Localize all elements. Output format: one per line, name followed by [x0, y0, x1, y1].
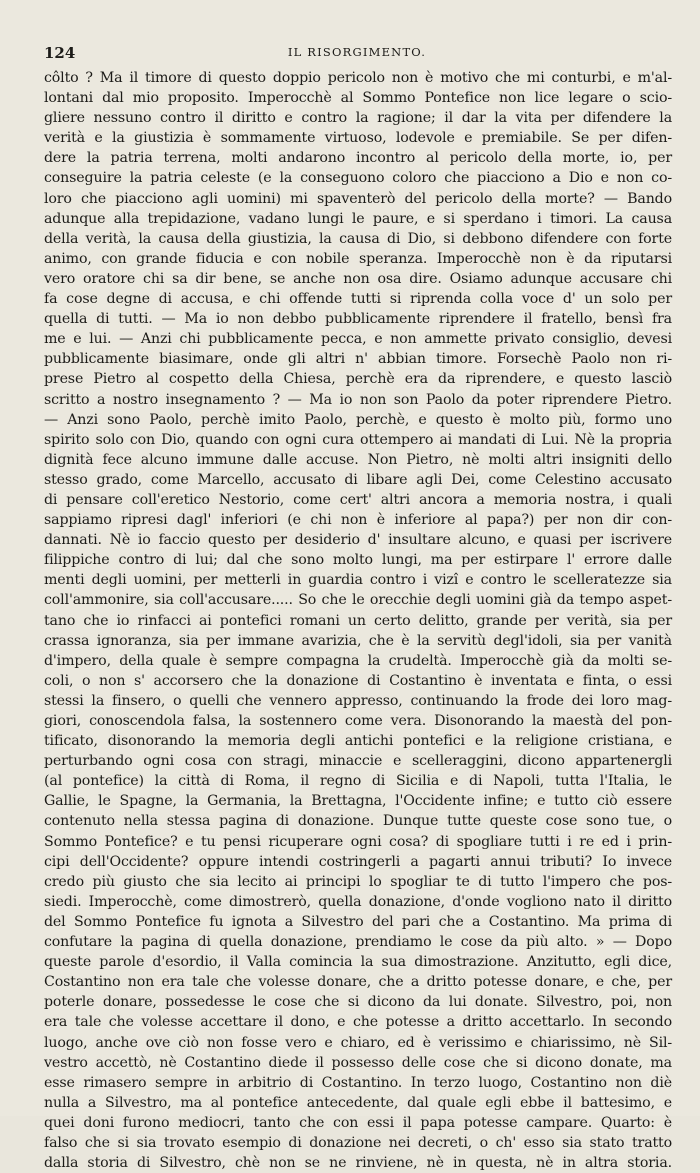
text-line: poterle donare, possedesse le cose che si dicono da lui donate. Silvestro, poi, non [44, 994, 672, 1011]
text-line: perturbando ogni cosa con stragi, minaccie e scelleraggini, dicono appartenergli [44, 753, 672, 770]
text-line: dannati. Nè io faccio questo per desiderio d' insultare alcuno, e quasi per iscrivere [44, 532, 672, 549]
body-text [44, 68, 672, 1173]
text-line: vero oratore chi sa dir bene, se anche non osa dire. Osiamo adunque accusare chi [44, 270, 672, 287]
text-line: adunque alla trepidazione, vadano lungi le paure, e si sperdano i timori. La causa [44, 210, 672, 227]
text-line: fa cose degne di accusa, e chi offende tutti si riprenda colla voce d' un solo per [44, 291, 672, 308]
text-line: nulla a Silvestro, ma al pontefice antecedente, dal quale egli ebbe il battesimo, e [44, 1094, 672, 1111]
text-line: pubblicamente biasimare, onde gli altri n' abbian timore. Forsechè Paolo non ri- [44, 351, 672, 368]
text-line: — Anzi sono Paolo, perchè imito Paolo, perchè, e questo è molto più, formo uno [44, 411, 672, 428]
text-line: conseguire la patria celeste (e la conseguono coloro che piacciono a Dio e non co- [44, 170, 672, 187]
text-line: filippiche contro di lui; dal che sono molto lungi, ma per estirpare l' errore dalle [44, 552, 672, 569]
text-line: scritto a nostro insegnamento ? — Ma io non son Paolo da poter riprendere Pietro. [44, 391, 672, 408]
text-line: contenuto nella stessa pagina di donazione. Dunque tutte queste cose sono tue, o [44, 813, 672, 830]
text-line: era tale che volesse accettare il dono, e che potesse a dritto accettarlo. In secondo [44, 1014, 672, 1031]
text-line: menti degli uomini, per metterli in guardia contro i vizî e contro le scelleratezze sia [44, 572, 672, 589]
text-line: Gallie, le Spagne, la Germania, la Brettagna, l'Occidente infine; e tutto ciò essere [44, 793, 672, 810]
text-line: del Sommo Pontefice fu ignota a Silvestro del pari che a Costantino. Ma prima di [44, 913, 672, 930]
text-line: coli, o non s' accorsero che la donazione di Costantino è inventata e finta, o essi [44, 672, 672, 689]
text-line: lontani dal mio proposito. Imperocchè al Sommo Pontefice non lice legare o scio- [44, 90, 672, 107]
text-line: gliere nessuno contro il diritto e contro la ragione; il dar la vita per difendere la [44, 110, 672, 127]
text-line: loro che piacciono agli uomini) mi spaventerò del pericolo della morte? — Bando [44, 190, 672, 207]
text-line: Costantino non era tale che volesse donare, che a dritto potesse donare, e che, per [44, 974, 672, 991]
text-line: dignità fece alcuno immune dalle accuse. Non Pietro, nè molti altri insigniti dello [44, 451, 672, 468]
text-line: coll'ammonire, sia coll'accusare..... So che le orecchie degli uomini già da tempo aspet- [44, 592, 672, 609]
text-line: vestro accettò, nè Costantino diede il possesso delle cose che si dicono donate, ma [44, 1054, 672, 1071]
text-line: confutare la pagina di quella donazione, prendiamo le cose da più alto. » — Dopo [44, 934, 672, 951]
page-number: 124 [44, 44, 76, 62]
text-line: queste parole d'esordio, il Valla comincia la sua dimostrazione. Anzitutto, egli dice, [44, 954, 672, 971]
text-line: luogo, anche ove ciò non fosse vero e chiaro, ed è verissimo e chiarissimo, nè Sil- [44, 1034, 672, 1051]
text-line: dalla storia di Silvestro, chè non se ne rinviene, nè in questa, nè in altra storia. [44, 1155, 672, 1172]
text-line: quella di tutti. — Ma io non debbo pubblicamente riprendere il fratello, bensì fra [44, 311, 672, 328]
text-line: d'impero, della quale è sempre compagna la crudeltà. Imperocchè già da molti se- [44, 652, 672, 669]
text-line: Sommo Pontefice? e tu pensi ricuperare ogni cosa? di spogliare tutti i re ed i prin- [44, 833, 672, 850]
text-line: (al pontefice) la città di Roma, il regno di Sicilia e di Napoli, tutta l'Italia, le [44, 773, 672, 790]
text-line: sappiamo ripresi dagl' inferiori (e chi non è inferiore al papa?) per non dir con- [44, 512, 672, 529]
text-line: falso che si sia trovato esempio di donazione nei decreti, o ch' esso sia stato tratto [44, 1134, 672, 1151]
text-line: siedi. Imperocchè, come dimostrerò, quella donazione, d'onde vogliono nato il diritto [44, 893, 672, 910]
text-line: esse rimasero sempre in arbitrio di Costantino. In terzo luogo, Costantino non diè [44, 1074, 672, 1091]
text-line: prese Pietro al cospetto della Chiesa, perchè era da riprendere, e questo lasciò [44, 371, 672, 388]
text-line: della verità, la causa della giustizia, la causa di Dio, si debbono difendere con forte [44, 230, 672, 247]
text-line: di pensare coll'eretico Nestorio, come cert' altri ancora a memoria nostra, i quali [44, 491, 672, 508]
text-line: tano che io rinfacci ai pontefici romani un certo delitto, grande per verità, sia per [44, 612, 672, 629]
text-line: credo più giusto che sia lecito ai principi lo spogliar te di tutto l'impero che pos- [44, 873, 672, 890]
text-line: verità e la giustizia è sommamente virtuoso, lodevole e premiabile. Se per difen- [44, 130, 672, 147]
text-line: stesso grado, come Marcello, accusato di libare agli Dei, come Celestino accusato [44, 471, 672, 488]
text-line: dere la patria terrena, molti andarono incontro al pericolo della morte, io, per [44, 150, 672, 167]
page-header [44, 44, 670, 66]
text-line: quei doni furono mediocri, tanto che con essi il papa potesse campare. Quarto: è [44, 1114, 672, 1131]
text-line: tificato, disonorando la memoria degli antichi pontefici e la religione cristiana, e [44, 733, 672, 750]
text-line: me e lui. — Anzi chi pubblicamente pecca, e non ammette privato consiglio, devesi [44, 331, 672, 348]
text-line: cipi dell'Occidente? oppure intendi costringerli a pagarti annui tributi? Io invece [44, 853, 672, 870]
text-line: giori, conoscendola falsa, la sostennero come vera. Disonorando la maestà del pon- [44, 713, 672, 729]
text-line: crassa ignoranza, sia per immane avarizia, che è la servitù degl'idoli, sia per vanità [44, 632, 672, 649]
running-title: IL RISORGIMENTO. [287, 45, 427, 59]
text-line: spirito solo con Dio, quando con ogni cura ottempero ai mandati di Lui. Nè la propria [44, 431, 672, 448]
text-line: stessi la finsero, o quelli che vennero appresso, continuando la frode dei loro mag- [44, 692, 672, 709]
text-line: côlto ? Ma il timore di questo doppio pericolo non è motivo che mi conturbi, e m'al- [44, 70, 672, 86]
text-line: animo, con grande fiducia e con nobile speranza. Imperocchè non è da riputarsi [44, 250, 672, 267]
